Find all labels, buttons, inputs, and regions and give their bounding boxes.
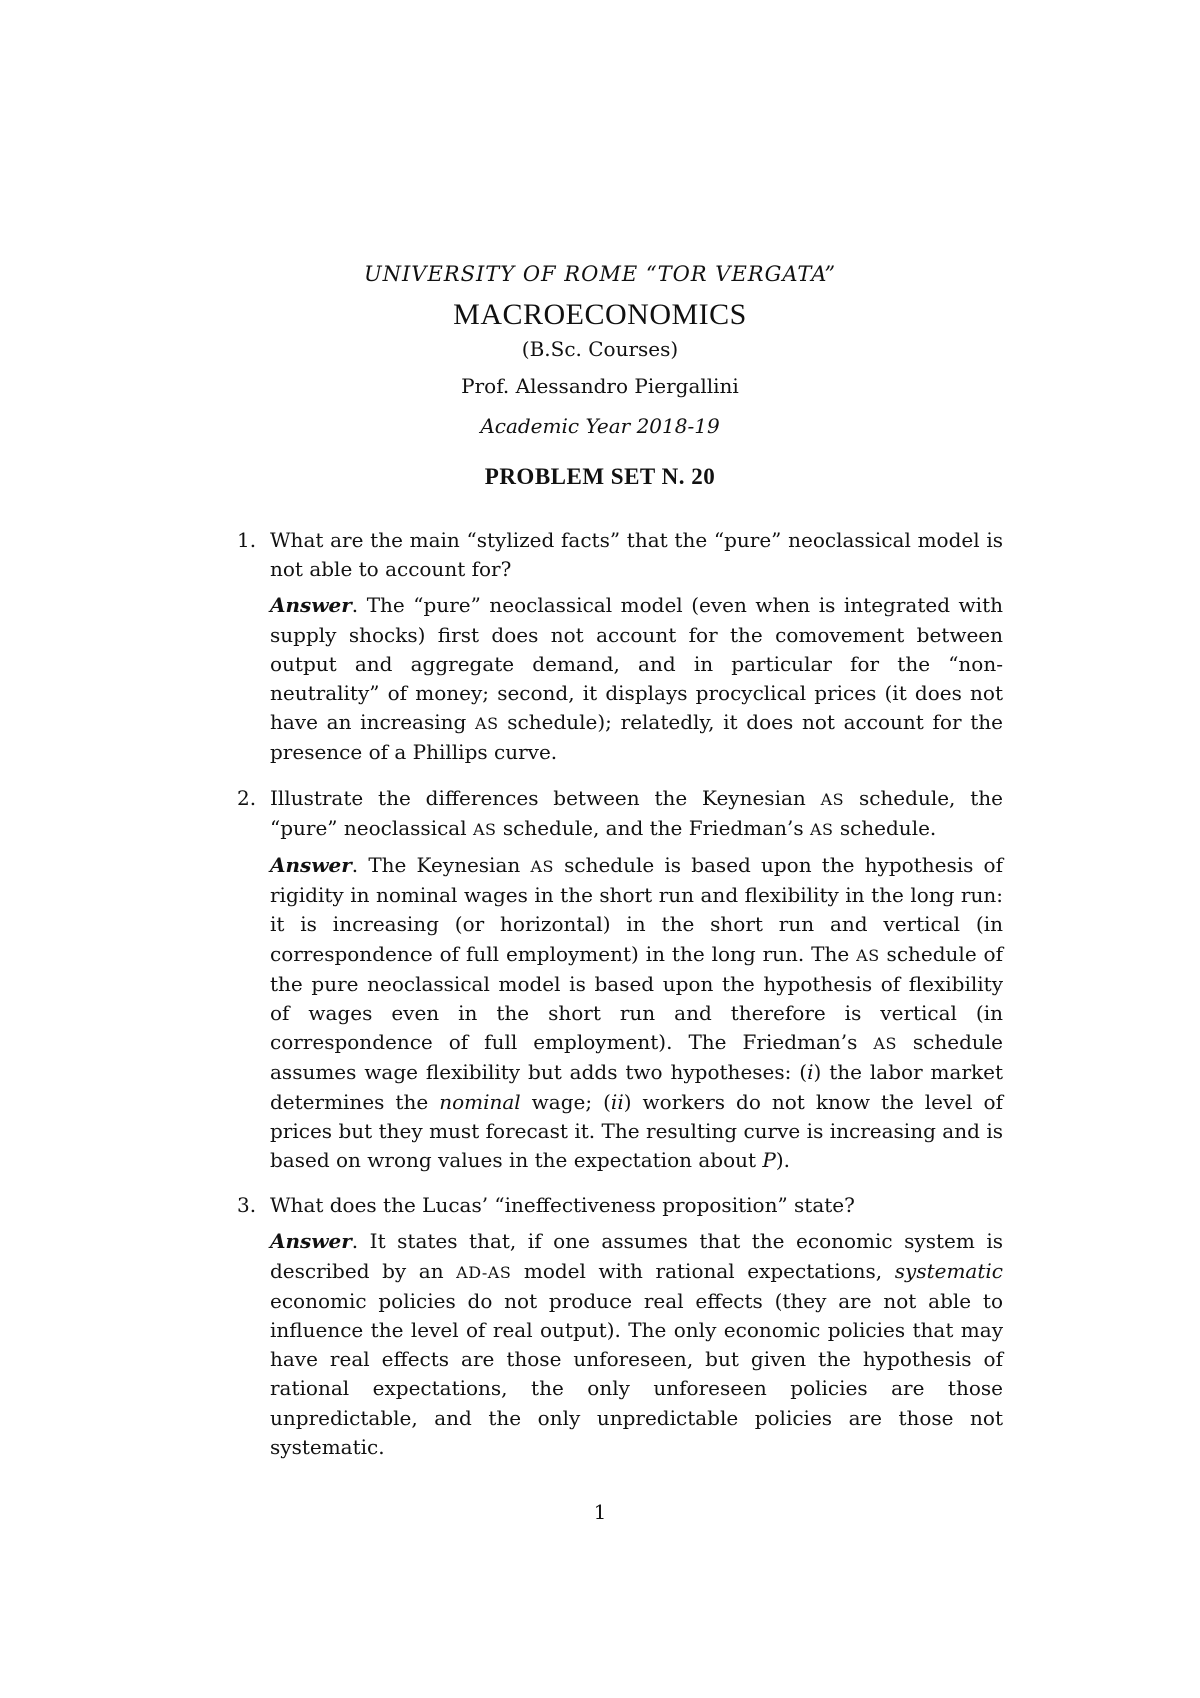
emphasis: systematic [894,1258,1003,1283]
item-number: 1. [237,528,257,552]
problem-item-1 [237,526,1003,768]
as-abbrev: AS [856,945,880,965]
emphasis: nominal [439,1089,521,1114]
as-abbrev: AS [873,1034,897,1054]
as-abbrev: AS [809,819,834,839]
problem-list [237,526,1003,1478]
problem-item-2 [237,784,1003,1176]
question-part: Illustrate the differences between the Keynesian [270,785,821,810]
answer-part: schedule is based upon the hypothesis of rigidity in nominal wages in the short run and flexibility in the long run: it is increasing (or horizontal) in the short run and vertical (in correspondence of full employment) in the long run. The [270,853,1003,966]
academic-year: Academic Year 2018-19 [480,414,720,438]
answer-part: . The “pure” neoclassical model (even when is integrated with supply shocks) first does not account for the comovement between output and aggregate demand, and in particular for the “non-neutrality” of money; second, it displays procyclical prices (it does not have an increasing [270,593,1003,735]
math-variable: P [762,1148,776,1173]
answer-label: Answer [270,593,352,618]
answer-part: ) workers do not know the level of prices but they must forecast it. The resulting curve is increasing and is based on wrong values in the expectation about [270,1089,1004,1173]
question-part: schedule, and the Friedman’s [496,815,810,840]
answer-text [270,1227,1003,1462]
question-text [270,784,1003,844]
roman-numeral: ii [610,1089,624,1114]
course-subtitle: (B.Sc. Courses) [521,337,679,361]
answer-part: ) the labor market determines the [270,1060,1004,1114]
answer-part: schedule of the pure neoclassical model is based upon the hypothesis of flexibility of wages even in the short run and therefore is vertical (in correspondence of full employment). The Friedman’s [270,941,1004,1055]
problem-item-3 [237,1191,1003,1462]
answer-text [270,591,1003,767]
answer-part: schedule assumes wage flexibility but adds two hypotheses: ( [270,1030,1003,1085]
answer-part: . It states that, if one assumes that the economic system is described by an [270,1229,1003,1283]
roman-numeral: i [807,1060,814,1085]
item-number: 2. [237,785,257,810]
answer-part: wage; ( [520,1089,611,1114]
item-number: 3. [237,1193,257,1218]
question-text: What does the Lucas’ “ineffectiveness proposition” state? [270,1193,855,1218]
answer-label: Answer [270,853,352,878]
as-abbrev: AS [472,819,497,839]
question-part: schedule, the “pure” neoclassical [270,785,1003,840]
course-title: MACROECONOMICS [453,298,747,331]
as-abbrev: AS [475,714,499,734]
as-abbrev: AS [820,789,845,809]
page-number: 1 [593,1500,607,1524]
as-abbrev: AS [530,857,554,877]
question-text: What are the main “stylized facts” that the “pure” neoclassical model is not able to account for? [270,528,1003,582]
university-name: UNIVERSITY OF ROME “TOR VERGATA” [363,262,837,286]
problem-set-title: PROBLEM SET N. 20 [484,464,716,489]
answer-text [270,851,1003,1175]
answer-part: model with rational expectations, [511,1258,895,1283]
question-part: schedule. [833,815,937,840]
answer-label: Answer [270,1229,352,1254]
answer-part: ). [775,1148,791,1173]
answer-part: economic policies do not produce real effects (they are not able to influence the level of real output). The only economic policies that may have real effects are those unforeseen, but given the hypothesis of rational expectations, the only unforeseen policies are those unpredictable, and the only unpredictable policies are those not systematic. [270,1288,1003,1459]
answer-part: schedule); relatedly, it does not account for the presence of a Phillips curve. [270,710,1003,765]
answer-part: . The Keynesian [351,853,531,878]
ad-as-abbrev: AD-AS [456,1262,512,1282]
professor-name: Prof. Alessandro Piergallini [461,374,739,398]
